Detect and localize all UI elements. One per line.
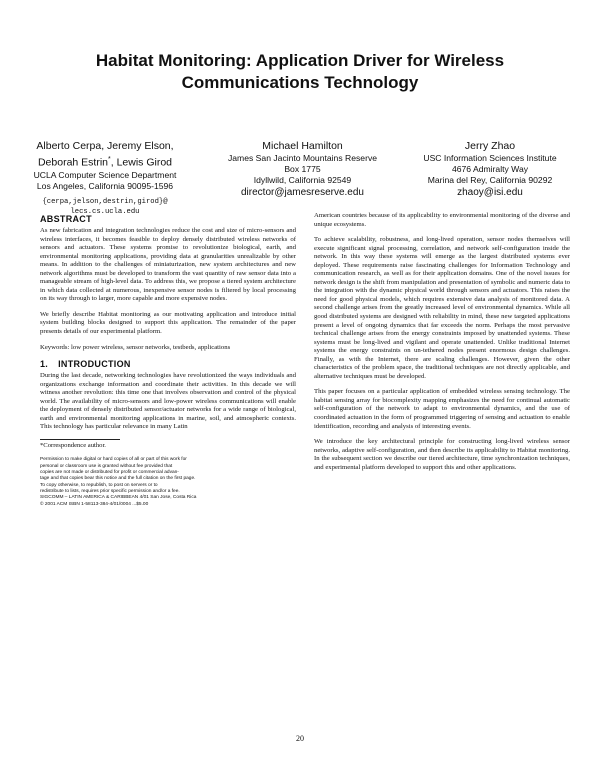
copyright-line: © 2001 ACM ISBN 1-58113-384-4/01/0004 ...$5.00 <box>40 501 149 507</box>
affiliation-line: USC Information Sciences Institute <box>423 153 557 163</box>
author-name-girod: , Lewis Girod <box>110 156 173 169</box>
copyright-notice <box>40 457 296 507</box>
copyright-line: personal or classroom use is granted without fee provided that <box>40 463 173 469</box>
intro-paragraph: During the last decade, networking technologies have revolutionized the ways individuals and organizations exchange information and coordinate their activities. In this decade we will witness another revolution: this time one that involves observation and control of the physical world. The availability of micro-sensors and low-power wireless communications will enable the deployment of densely distributed sensor/actuator networks for a wide range of biological, earth and environmental monitoring applications in marine, soil, and atmospheric contexts. This technology has particular relevance in many Latin <box>40 372 296 431</box>
copyright-line: To copy otherwise, to republish, to post on servers or to <box>40 482 158 488</box>
author-email: director@jamesreserve.edu <box>241 187 364 198</box>
affiliation-line: 4676 Admiralty Way <box>451 164 529 174</box>
affiliation-line: Idyllwild, California 92549 <box>253 175 352 185</box>
title-line-1: Habitat Monitoring: Application Driver for Wireless <box>95 51 505 70</box>
affiliation-line: UCLA Computer Science Department <box>33 169 177 180</box>
author-names-line-1: Alberto Cerpa, Jeremy Elson, <box>36 140 174 152</box>
affiliation-line: James San Jacinto Mountains Reserve <box>227 153 378 163</box>
affiliation-line: Box 1775 <box>284 164 321 174</box>
body-paragraph: We introduce the key architectural principle for constructing long-lived wireless sensor networks, adaptive self-configuration, and then describe its applicability to Habitat monitoring. In the subsequent section we describe our tiered architecture, time synchronization techniques, and experimental platform developed to support this and other applications. <box>314 438 570 471</box>
body-paragraph: To achieve scalability, robustness, and long-lived operation, sensor nodes themselves will execute significant signal processing, correlation, and network self-configuration inside the network. In this way these systems will emerge as the largest distributed systems ever deployed. These requirements raise fascinating challenges for Information Technology and communication research, as well as for their application domains. One of the novel issues for network design is the shift from manipulation and presentation of symbolic and numeric data to the integration with the dynamic physical world through sensors and actuators. This raises the need for good physical models, which requires extensive data analysis of monitored data. A second challenge arises from the greatly increased level of environmental dynamics. While all good distributed systems are designed with reliability in mind, these new targeted applications present a level of ongoing dynamics that far exceeds the norm. Perhaps the most pervasive technical challenge arises from the energy constraints imposed by unattended systems. These systems must be long-lived and vigilant and operate unattended. Unlike traditional Internet systems the energy constraints on un-tethered nodes present enormous design challenges. Finally, as with the Internet, there are scaling challenges. However, given the other characteristics of the problem space, the traditional techniques are not directly applicable, and alternative techniques must be developed. <box>314 236 570 380</box>
paper-title <box>40 50 560 94</box>
title-line-2: Communications Technology <box>181 73 419 92</box>
copyright-line: redistribute to lists, requires prior specific permission and/or a fee. <box>40 488 180 494</box>
abstract-paragraph: We briefly describe Habitat monitoring as our motivating application and introduce initial system building blocks designed to support this application. The remainder of the paper presents details of our experimental platform. <box>40 310 296 336</box>
copyright-line: copies are not made or distributed for profit or commercial advan- <box>40 470 179 476</box>
correspondence-marker: * <box>108 156 111 163</box>
author-email-line-1: {cerpa,jelson,destrin,girod}@ <box>42 197 168 206</box>
section-heading-introduction <box>40 359 296 370</box>
section-number: 1. <box>40 359 49 370</box>
author-names-line-2 <box>20 153 190 170</box>
body-paragraph: This paper focuses on a particular application of embedded wireless sensing technology. The habitat sensing array for biocomplexity mapping emphasizes the need for continual automatic self-configuration of the network to adapt to environmental dynamics, and the use of coordinated actuation in the form of programmed triggering of sensing and actuation to enable identification, recording and analysis of interesting events. <box>314 388 570 430</box>
copyright-line: tage and that copies bear this notice and the full citation on the first page. <box>40 476 196 482</box>
author-block-james-reserve <box>215 140 390 199</box>
author-block-ucla <box>20 140 190 217</box>
author-block-usc-isi <box>395 140 585 199</box>
affiliation-line: Los Angeles, California 90095-1596 <box>36 180 174 191</box>
page-number: 20 <box>296 734 304 743</box>
footnote-rule <box>40 439 120 440</box>
keywords: Keywords: low power wireless, sensor networks, testbeds, applications <box>40 343 231 351</box>
abstract-heading: ABSTRACT <box>40 214 92 224</box>
author-email-line-2: lecs.cs.ucla.edu <box>70 207 140 216</box>
left-column <box>40 212 296 508</box>
affiliation-line: Marina del Rey, California 90292 <box>427 175 553 185</box>
copyright-line: Permission to make digital or hard copies of all or part of this work for <box>40 457 187 463</box>
copyright-line: SIGCOMM – LATIN AMERICA & CARIBBEAN 4/01 San Jose, Costa Rica <box>40 495 197 501</box>
section-title: INTRODUCTION <box>58 359 131 370</box>
author-name-estrin: Deborah Estrin <box>37 156 109 169</box>
abstract-paragraph: As new fabrication and integration technologies reduce the cost and size of micro-sensors and wireless interfaces, it becomes feasible to deploy densely distributed wireless networks of sensors and actuators. These systems promise to revolutionize biological, earth, and environmental monitoring applications, providing data at granularities unrealizable by other means. In addition to the challenges of miniaturization, new system architectures and new network algorithms must be developed to transform the vast quantity of raw sensor data into a manageable stream of high-level data. To address this, we propose a tiered system architecture in which data collected at numerous, inexpensive sensor nodes is filtered by local processing on its way through to larger, more capable and more expensive nodes. <box>40 227 296 303</box>
author-name: Jerry Zhao <box>464 140 516 152</box>
author-name: Michael Hamilton <box>262 140 343 152</box>
body-paragraph: American countries because of its applicability to environmental monitoring of the diverse and unique ecosystems. <box>314 212 570 228</box>
right-column <box>314 212 570 479</box>
footnote: *Correspondence author. <box>40 441 106 449</box>
author-email: zhaoy@isi.edu <box>457 187 523 198</box>
